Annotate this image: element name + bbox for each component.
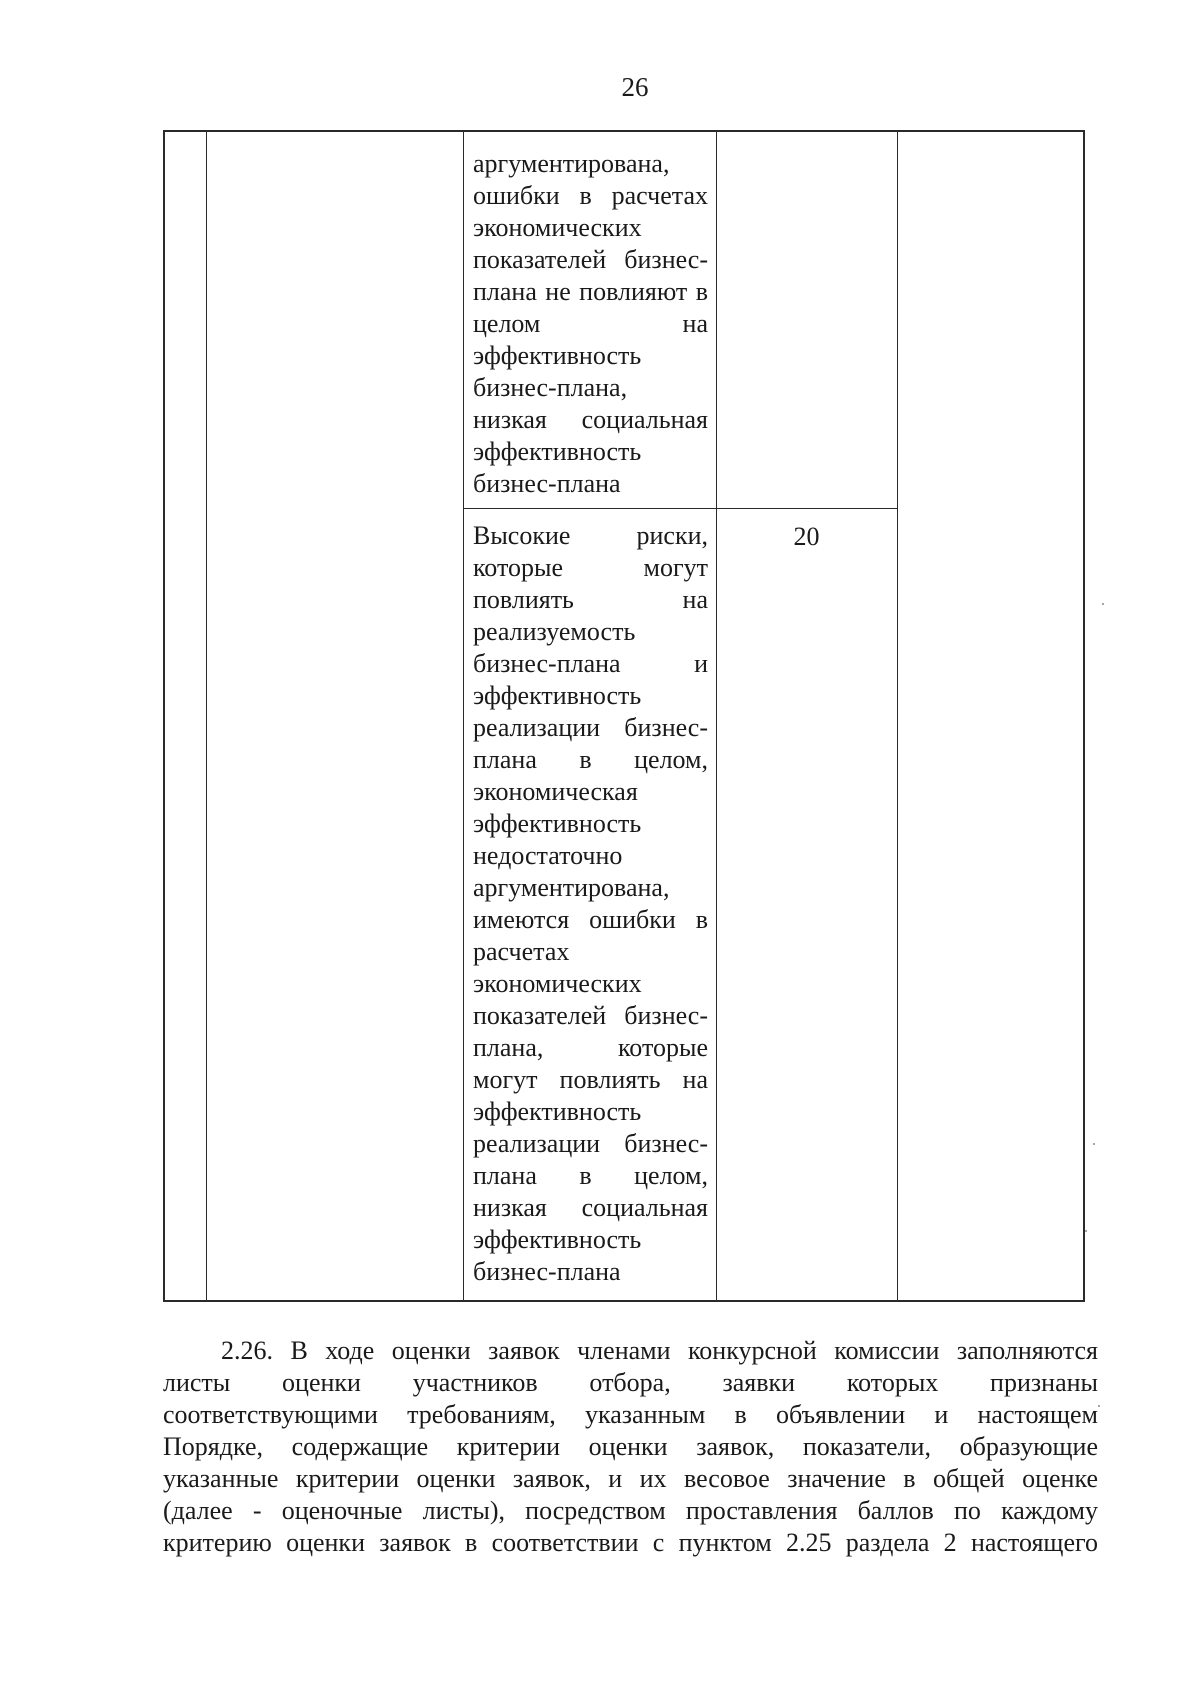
- criterion-line: бизнес-плана,: [473, 373, 628, 402]
- criterion-line: эффективность: [473, 1225, 642, 1254]
- paragraph-2-26: [163, 1335, 1098, 1559]
- criterion-line: реализуемость: [473, 617, 636, 646]
- criterion-line: бизнес-плана: [473, 469, 621, 498]
- criterion-line: могут повлиять на: [473, 1065, 708, 1094]
- criterion-line: недостаточно: [473, 841, 623, 870]
- criterion-line: плана не повлияют в: [473, 277, 708, 306]
- criterion-line: эффективность: [473, 437, 642, 466]
- criterion-line: экономическая: [473, 777, 638, 806]
- criterion-line: эффективность: [473, 341, 642, 370]
- criterion-line: эффективность: [473, 809, 642, 838]
- criterion-line: имеются ошибки в: [473, 905, 708, 934]
- table-column-divider: [463, 132, 464, 1300]
- criterion-line: Высокие риски,: [473, 521, 708, 550]
- paragraph-line: указанные критерии оценки заявок, и их весовое значение в общей оценке: [163, 1464, 1098, 1493]
- criteria-table: [163, 130, 1085, 1302]
- criterion-line: экономических: [473, 969, 642, 998]
- scan-speck: [1102, 603, 1104, 605]
- criterion-line: низкая социальная: [473, 1193, 708, 1222]
- criterion-line: экономических: [473, 213, 642, 242]
- criterion-line: плана в целом,: [473, 1161, 708, 1190]
- score-row-2: 20: [793, 522, 820, 551]
- paragraph-line: Порядке, содержащие критерии оценки заявок, показатели, образующие: [163, 1432, 1098, 1461]
- paragraph-line: 2.26. В ходе оценки заявок членами конкурсной комиссии заполняются: [221, 1336, 1098, 1365]
- paragraph-line: соответствующими требованиям, указанным в объявлении и настоящем: [163, 1400, 1098, 1429]
- criterion-text-row-1: [473, 148, 708, 500]
- criterion-line: целом на: [473, 309, 708, 338]
- scan-speck: [1098, 1405, 1100, 1407]
- criterion-line: реализации бизнес-: [473, 1129, 708, 1158]
- criterion-line: низкая социальная: [473, 405, 708, 434]
- paragraph-line: критерию оценки заявок в соответствии с пунктом 2.25 раздела 2 настоящего: [163, 1528, 1098, 1557]
- criterion-line: расчетах: [473, 937, 570, 966]
- scan-speck: [1085, 1230, 1087, 1232]
- criterion-line: плана, которые: [473, 1033, 708, 1062]
- table-column-divider: [206, 132, 207, 1300]
- criterion-line: показателей бизнес-: [473, 245, 708, 274]
- criterion-line: эффективность: [473, 1097, 642, 1126]
- criterion-text-row-2: [473, 520, 708, 1288]
- criterion-line: аргументирована,: [473, 149, 670, 178]
- table-row-divider: [463, 508, 897, 509]
- criterion-line: показателей бизнес-: [473, 1001, 708, 1030]
- criterion-line: плана в целом,: [473, 745, 708, 774]
- criterion-line: которые могут: [473, 553, 708, 582]
- criterion-line: бизнес-плана и: [473, 649, 708, 678]
- criterion-line: реализации бизнес-: [473, 713, 708, 742]
- criterion-line: повлиять на: [473, 585, 708, 614]
- criterion-line: аргументирована,: [473, 873, 670, 902]
- paragraph-line: (далее - оценочные листы), посредством проставления баллов по каждому: [163, 1496, 1098, 1525]
- table-column-divider: [897, 132, 898, 1300]
- scan-speck: [1093, 1143, 1095, 1145]
- paragraph-line: листы оценки участников отбора, заявки которых признаны: [163, 1368, 1098, 1397]
- table-column-divider: [716, 132, 717, 1300]
- page-number: 26: [621, 72, 649, 102]
- criterion-line: ошибки в расчетах: [473, 181, 708, 210]
- criterion-line: бизнес-плана: [473, 1257, 621, 1286]
- criterion-line: эффективность: [473, 681, 642, 710]
